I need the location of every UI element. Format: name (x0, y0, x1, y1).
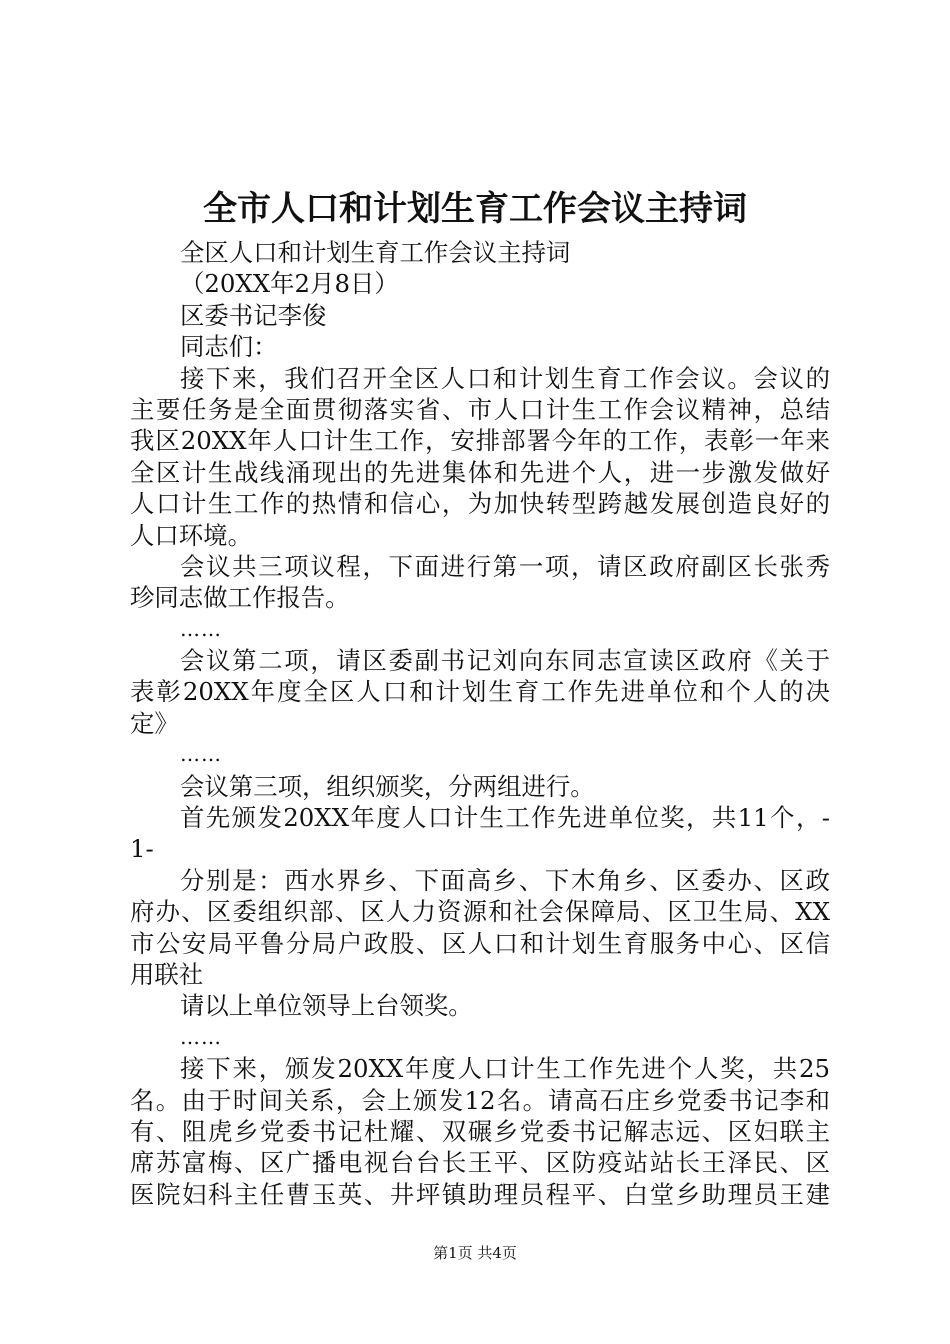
document-body (130, 237, 830, 1210)
text-line: 分别是：西水界乡、下面高乡、下木角乡、区委办、区政 (180, 865, 830, 895)
text-line: 主要任务是全面贯彻落实省、市人口计生工作会议精神，总结 (130, 394, 830, 424)
text-line: 会议第三项，组织颁奖，分两组进行。 (180, 771, 595, 801)
text-line: 全区人口和计划生育工作会议主持词 (180, 238, 571, 267)
text-line: 市公安局平鲁分局户政股、区人口和计划生育服务中心、区信 (130, 928, 830, 958)
text-line: 医院妇科主任曹玉英、井坪镇助理员程平、白堂乡助理员王建 (130, 1179, 830, 1209)
page-footer: 第1页 共4页 (433, 1244, 517, 1262)
text-line: 人口环境。 (130, 520, 252, 550)
text-line: 会议第二项，请区委副书记刘向东同志宣读区政府《关于 (180, 646, 830, 676)
text-line: 首先颁发20XX年度人口计生工作先进单位奖，共11个，- (180, 803, 830, 833)
text-line: 会议共三项议程，下面进行第一项，请区政府副区长张秀 (180, 551, 830, 581)
text-line: 1- (130, 834, 154, 864)
text-line: 人口计生工作的热情和信心，为加快转型跨越发展创造良好的 (130, 489, 830, 519)
text-line: 席苏富梅、区广播电视台台长王平、区防疫站站长王泽民、区 (130, 1148, 830, 1178)
text-line: 府办、区委组织部、区人力资源和社会保障局、区卫生局、XX (130, 897, 830, 927)
text-line: 有、阻虎乡党委书记杜耀、双碾乡党委书记解志远、区妇联主 (130, 1116, 830, 1146)
text-line: 定》 (130, 708, 179, 738)
text-line: 请以上单位领导上台领奖。 (180, 991, 473, 1021)
text-line: 用联社 (130, 959, 204, 989)
ellipsis-line: …… (180, 742, 222, 767)
text-line: 接下来，我们召开全区人口和计划生育工作会议。会议的 (180, 363, 830, 393)
text-line: 我区20XX年人口计生工作，安排部署今年的工作，表彰一年来 (130, 426, 830, 456)
text-line: 接下来，颁发20XX年度人口计生工作先进个人奖，共25 (180, 1054, 830, 1084)
text-line: 全区计生战线涌现出的先进集体和先进个人，进一步激发做好 (130, 457, 830, 487)
text-line: （20XX年2月8日） (180, 269, 399, 299)
document-title: 全市人口和计划生育工作会议主持词 (203, 189, 747, 229)
text-line: 名。由于时间关系，会上颁发12名。请高石庄乡党委书记李和 (130, 1085, 830, 1115)
text-line: 区委书记李俊 (180, 300, 327, 330)
ellipsis-line: …… (180, 616, 222, 641)
ellipsis-line: …… (180, 1024, 222, 1049)
text-line: 珍同志做工作报告。 (130, 583, 350, 613)
text-line: 表彰20XX年度全区人口和计划生育工作先进单位和个人的决 (130, 677, 830, 707)
text-line: 同志们： (180, 332, 278, 362)
